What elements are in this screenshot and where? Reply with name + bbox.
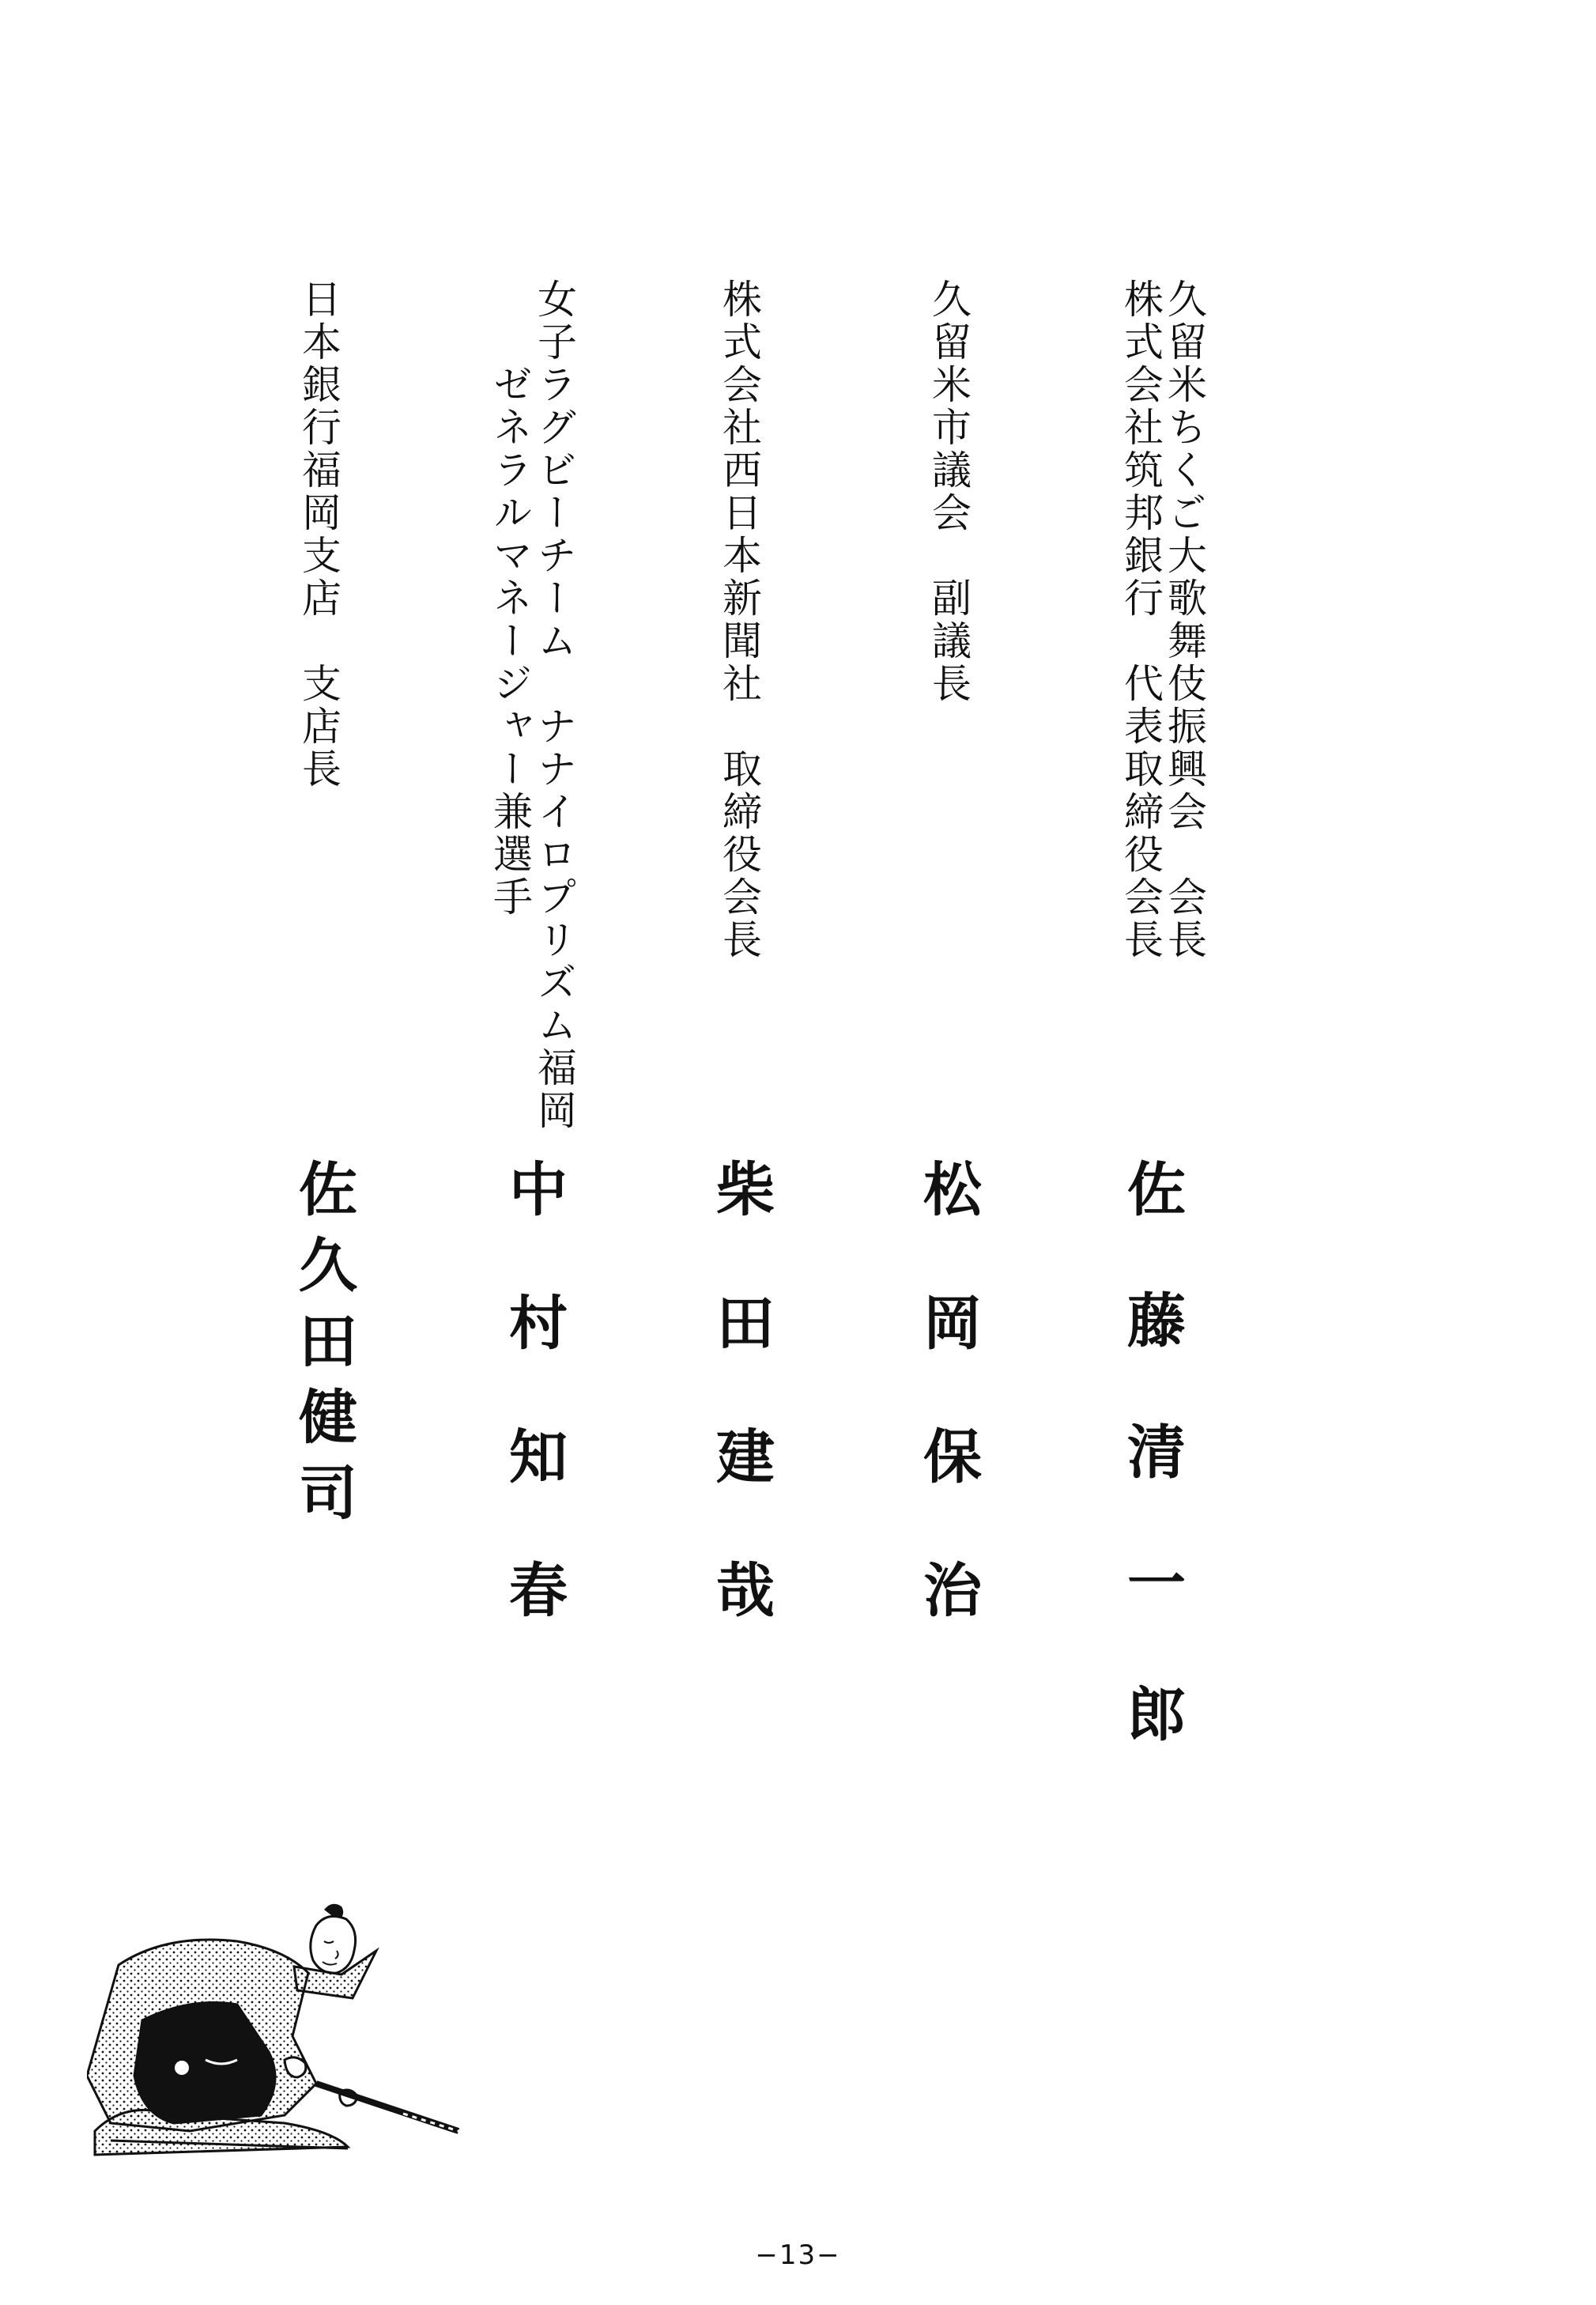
title-person-4-line-2: ゼネラルマネージャー兼選手 (487, 278, 533, 919)
name-person-2: 松岡保治 (914, 1158, 982, 1693)
title-person-4-line-1: 女子ラグビーチーム ナナイロプリズム福岡 (531, 278, 577, 1132)
title-person-3: 株式会社西日本新聞社 取締役会長 (716, 278, 762, 962)
name-person-1: 佐藤清一郎 (1118, 1158, 1186, 1815)
name-person-3: 柴田建哉 (707, 1158, 775, 1693)
title-person-5: 日本銀行福岡支店 支店長 (296, 278, 341, 791)
kabuki-actor-seated-illustration (87, 1894, 482, 2163)
page-number: −13− (755, 2239, 841, 2271)
title-person-1-line-2: 株式会社筑邦銀行 代表取締役会長 (1118, 278, 1164, 962)
title-person-1-line-1: 久留米ちくご大歌舞伎振興会 会長 (1161, 278, 1207, 962)
name-person-4: 中村知春 (500, 1158, 568, 1693)
title-person-2: 久留米市議会 副議長 (926, 278, 972, 705)
name-person-5: 佐久田健司 (289, 1158, 357, 1538)
